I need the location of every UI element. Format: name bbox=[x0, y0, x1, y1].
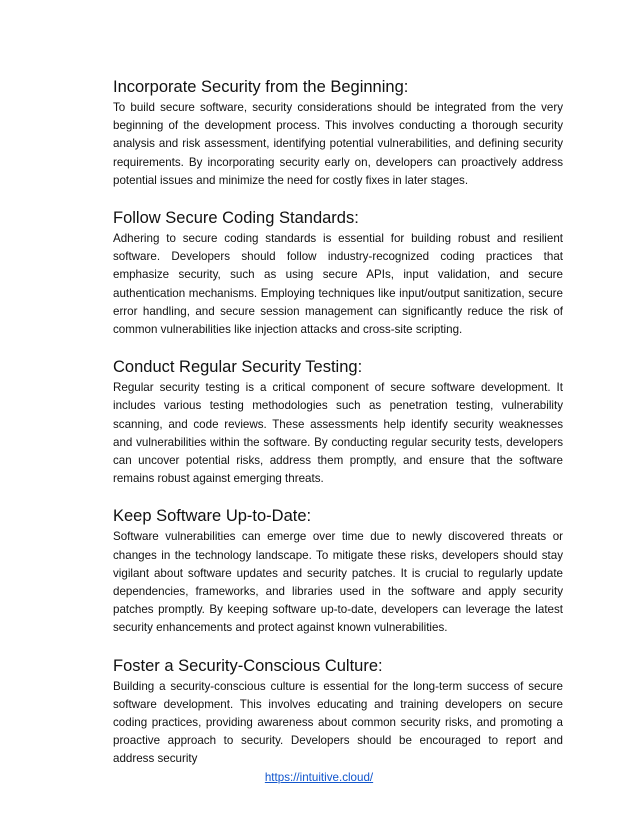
section-body: To build secure software, security considerations should be integrated from the very beginning of the development process. This involves conducting a thorough security analysis and risk assessment, identifying potential vulnerabilities, and defining security requirements. By incorporating security early on, developers can proactively address potential issues and minimize the need for costly fixes in later stages. bbox=[113, 101, 563, 187]
section-security-culture bbox=[113, 656, 563, 769]
section-incorporate-security bbox=[113, 77, 563, 190]
footer-link[interactable]: https://intuitive.cloud/ bbox=[264, 771, 374, 784]
section-heading: Foster a Security-Conscious Culture: bbox=[113, 656, 383, 675]
section-body: Adhering to secure coding standards is essential for building robust and resilient software. Developers should follow industry-recognized coding practices that emphasize security, such as using secure APIs, input validation, and secure authentication mechanisms. Employing techniques like input/output sanitization, secure error handling, and secure session management can significantly reduce the risk of common vulnerabilities like injection attacks and cross-site scripting. bbox=[113, 232, 563, 337]
section-body: Regular security testing is a critical component of secure software development. It includes various testing methodologies such as penetration testing, vulnerability scanning, and code reviews. These assessments help identify security weaknesses and vulnerabilities within the software. By conducting regular security tests, developers can uncover potential risks, address them promptly, and ensure that the software remains robust against emerging threats. bbox=[113, 381, 563, 486]
section-heading: Conduct Regular Security Testing: bbox=[113, 358, 363, 377]
section-heading: Incorporate Security from the Beginning: bbox=[113, 78, 409, 96]
section-heading: Follow Secure Coding Standards: bbox=[113, 209, 359, 228]
document-content bbox=[113, 77, 563, 787]
section-keep-up-to-date bbox=[113, 506, 563, 637]
page-footer bbox=[0, 771, 638, 784]
section-body: Software vulnerabilities can emerge over time due to newly discovered threats or changes in the technology landscape. To mitigate these risks, developers should stay vigilant about software updates and security patches. It is crucial to regularly update dependencies, frameworks, and libraries used in the software and apply security patches promptly. By keeping software up-to-date, developers can leverage the latest security enhancements and protect against known vulnerabilities. bbox=[113, 530, 563, 635]
section-body: Building a security-conscious culture is essential for the long-term success of secure software development. This involves educating and training developers on secure coding practices, providing awareness about common security risks, and promoting a proactive approach to security. Developers should be encouraged to report and address security bbox=[113, 679, 563, 766]
section-security-testing bbox=[113, 357, 563, 488]
section-heading: Keep Software Up-to-Date: bbox=[113, 507, 312, 526]
section-secure-coding-standards bbox=[113, 208, 563, 339]
